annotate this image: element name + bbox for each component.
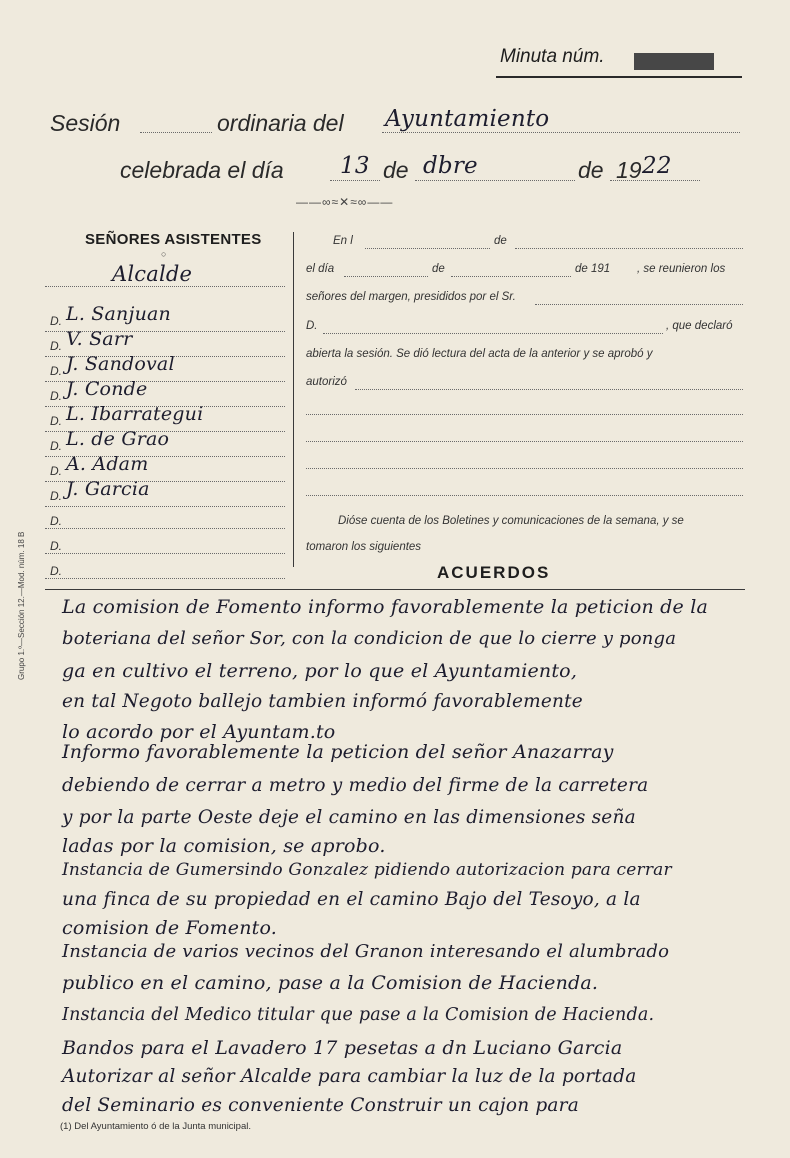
sesion-rule: [140, 132, 212, 133]
d-prefix: D.: [50, 439, 62, 453]
month-rule: [415, 180, 575, 181]
form-year: de 191: [575, 263, 611, 275]
attendee-rule: [45, 286, 285, 287]
d-prefix: D.: [50, 414, 62, 428]
month-handwritten: dbre: [423, 153, 478, 179]
body-line: Instancia de Gumersindo Gonzalez pidiendo autorizacion para cerrar: [62, 860, 672, 880]
de-label-1: de: [383, 157, 409, 183]
form-d: D.: [306, 320, 318, 332]
form-rule: [306, 414, 743, 415]
de-label-2: de: [578, 157, 604, 183]
form-diose-cuenta: Dióse cuenta de los Boletines y comunicaciones de la semana, y se: [338, 515, 684, 527]
day-handwritten: 13: [340, 153, 370, 179]
attendee-rule: [45, 506, 285, 507]
form-autorizo: autorizó: [306, 376, 347, 388]
year-handwritten: 22: [642, 153, 672, 179]
year-printed: 19: [616, 157, 642, 183]
acuerdos-rule: [45, 589, 745, 590]
d-prefix: D.: [50, 364, 62, 378]
form-rule: [306, 441, 743, 442]
attendee-name: L. de Grao: [66, 428, 170, 450]
d-prefix: D.: [50, 514, 62, 528]
attendee-rule: [45, 578, 285, 579]
body-line: y por la parte Oeste deje el camino en las dimensiones seña: [62, 807, 636, 828]
form-rule: [306, 495, 743, 496]
attendee-column-divider: [293, 232, 294, 567]
body-line: lo acordo por el Ayuntam.to: [62, 721, 336, 743]
attendee-name: L. Sanjuan: [66, 303, 171, 325]
body-line: boteriana del señor Sor, con la condicion de que lo cierre y ponga: [62, 628, 677, 649]
form-reunieron: , se reunieron los: [637, 263, 726, 275]
attendee-name: L. Ibarrategui: [66, 403, 204, 425]
attendees-title: SEÑORES ASISTENTES: [85, 231, 262, 248]
minuta-number-redacted: [634, 53, 714, 70]
celebrada-label: celebrada el día: [120, 157, 284, 183]
body-line: debiendo de cerrar a metro y medio del firme de la carretera: [62, 775, 649, 796]
body-line: La comision de Fomento informo favorablemente la peticion de la: [62, 596, 708, 618]
body-line: Autorizar al señor Alcalde para cambiar la luz de la portada: [62, 1066, 637, 1087]
title-ornament-icon: ○: [161, 249, 167, 259]
attendee-name: J. Sandoval: [66, 353, 175, 375]
form-rule: [365, 248, 490, 249]
attendee-name: J. Conde: [66, 378, 148, 400]
form-presididos: señores del margen, presididos por el Sr.: [306, 291, 516, 303]
d-prefix: D.: [50, 564, 62, 578]
form-rule: [355, 389, 743, 390]
d-prefix: D.: [50, 464, 62, 478]
year-rule: [610, 180, 700, 181]
form-abierta: abierta la sesión. Se dió lectura del acta de la anterior y se aprobó y: [306, 348, 653, 360]
form-rule: [306, 468, 743, 469]
day-rule: [330, 180, 380, 181]
body-line: Instancia del Medico titular que pase a la Comision de Hacienda.: [62, 1005, 655, 1025]
attendee-name: J. Garcia: [66, 478, 150, 500]
body-line: ladas por la comision, se aprobo.: [62, 835, 386, 857]
d-prefix: D.: [50, 539, 62, 553]
attendee-rule: [45, 553, 285, 554]
body-line: comision de Fomento.: [62, 917, 278, 939]
form-el-dia: el día: [306, 263, 335, 275]
form-rule: [515, 248, 743, 249]
body-line: ga en cultivo el terreno, por lo que el Ayuntamiento,: [62, 660, 578, 682]
acuerdos-title: ACUERDOS: [437, 563, 551, 582]
attendee-name: V. Sarr: [66, 328, 133, 350]
body-line: en tal Negoto ballejo tambien informó favorablemente: [62, 691, 583, 712]
form-code-vertical: Grupo 1.º—Sección 12.—Mod. núm. 18 B: [17, 531, 26, 680]
footnote: (1) Del Ayuntamiento ó de la Junta municipal.: [60, 1121, 251, 1132]
d-prefix: D.: [50, 339, 62, 353]
d-prefix: D.: [50, 314, 62, 328]
form-rule: [344, 276, 428, 277]
ordinaria-label: ordinaria del: [217, 110, 344, 136]
ornament: ——∞≈✕≈∞——: [296, 195, 394, 209]
form-tomaron: tomaron los siguientes: [306, 541, 422, 553]
ordinaria-rule: [382, 132, 740, 133]
form-rule: [535, 304, 743, 305]
attendee-rule: [45, 528, 285, 529]
body-line: Informo favorablemente la peticion del señor Anazarray: [62, 741, 614, 763]
d-prefix: D.: [50, 489, 62, 503]
minuta-label: Minuta núm.: [500, 46, 605, 67]
sesion-label: Sesión: [50, 110, 121, 136]
form-en: En l: [333, 235, 353, 247]
minuta-underline: [496, 76, 742, 78]
form-rule: [323, 333, 663, 334]
body-line: publico en el camino, pase a la Comision de Hacienda.: [62, 972, 599, 994]
ordinaria-handwritten: Ayuntamiento: [385, 106, 550, 132]
form-de-2: de: [432, 263, 445, 275]
form-declaro: , que declaró: [666, 320, 733, 332]
attendee-name: A. Adam: [66, 453, 149, 475]
form-rule: [451, 276, 571, 277]
body-line: Instancia de varios vecinos del Granon interesando el alumbrado: [62, 941, 670, 962]
alcalde-handwritten: Alcalde: [112, 262, 193, 286]
body-line: una finca de su propiedad en el camino Bajo del Tesoyo, a la: [62, 889, 641, 910]
form-de: de: [494, 235, 507, 247]
d-prefix: D.: [50, 389, 62, 403]
body-line: Bandos para el Lavadero 17 pesetas a dn Luciano Garcia: [62, 1037, 623, 1059]
body-line: del Seminario es conveniente Construir un cajon para: [62, 1095, 579, 1116]
